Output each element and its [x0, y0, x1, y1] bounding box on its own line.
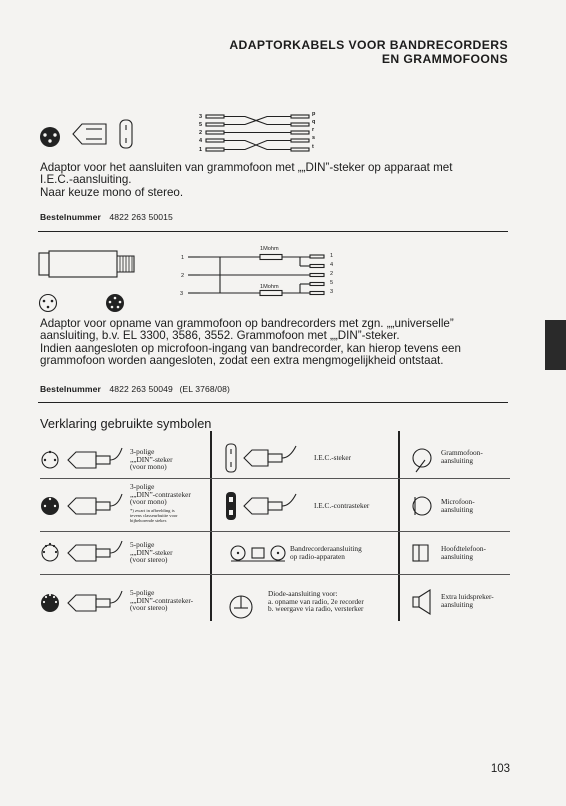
column-divider — [398, 431, 400, 621]
din-5pin-plug-front-icon — [105, 293, 125, 313]
divider — [38, 231, 508, 232]
symbol-label-headphone: Hoofdtelefoon- aansluiting — [441, 544, 486, 561]
pin-right-3: r — [312, 127, 315, 133]
pin-left-2: 2 — [181, 273, 185, 279]
title-line-1: ADAPTORKABELS VOOR BANDRECORDERS — [229, 38, 508, 52]
din-5pin-plug-icon — [38, 538, 128, 568]
symbol-label-speaker: Extra luidspreker- aansluiting — [441, 592, 494, 609]
pin-left-3: 3 — [180, 291, 184, 297]
order-extra: (EL 3768/08) — [179, 384, 231, 394]
tape-recorder-icon — [230, 544, 286, 562]
page-title — [229, 38, 508, 66]
section-tab-marker — [545, 320, 566, 370]
pin-right-1: p — [312, 111, 316, 117]
pin-right-2: q — [312, 119, 316, 125]
din-socket-front-icon — [38, 293, 58, 313]
pin-right-2: 4 — [330, 262, 334, 268]
phono-input-icon — [410, 446, 434, 474]
symbol-label-phono: Grammofoon- aansluiting — [441, 448, 483, 465]
symbols-heading: Verklaring gebruikte symbolen — [40, 416, 212, 431]
pin-right-3: 2 — [330, 271, 334, 277]
adaptor2-wiring-diagram — [188, 250, 328, 298]
symbol-label-iec: I.E.C.-steker — [314, 453, 352, 462]
pin-left-5: 1 — [199, 147, 203, 153]
symbol-label-din3-contra: 3-polige „„DIN”-contrasteker (voor mono) — [130, 482, 191, 507]
pin-right-1: 1 — [330, 253, 334, 259]
divider — [38, 402, 508, 403]
pin-left-2: 5 — [199, 122, 203, 128]
cable-adaptor-icon — [38, 250, 138, 278]
symbol-note: *) zwart in afbeelding is tevens classeurbuitte voor bijbehorende steker. — [130, 508, 178, 523]
order-label: Bestelnummer — [40, 384, 101, 394]
adaptor1-order — [40, 212, 173, 222]
din-5pin-contra-icon — [38, 588, 128, 618]
order-number: 4822 263 50049 — [109, 384, 173, 394]
iec-plug-icon — [224, 442, 308, 474]
adaptor2-desc-line: grammofoon worden aangesloten, zodat een extra mengmogelijkheid ontstaat. — [40, 354, 444, 368]
pin-right-5: 3 — [330, 289, 334, 295]
headphone-output-icon — [410, 542, 434, 564]
page-number: 103 — [490, 763, 510, 775]
iec-plug-front-icon — [118, 118, 134, 150]
adaptor1-wiring-diagram — [205, 112, 317, 156]
resistor-label-2: 1Mohm — [260, 284, 279, 290]
pin-right-4: s — [312, 135, 316, 141]
symbol-label-tape: Bandrecorderaansluiting op radio-apparaten — [290, 544, 362, 561]
symbol-label-din5: 5-polige „„DIN”-steker (voor stereo) — [130, 540, 173, 565]
speaker-output-icon — [410, 588, 434, 616]
title-line-2: EN GRAMMOFOONS — [381, 52, 508, 66]
iec-contra-icon — [224, 490, 308, 522]
adaptor1-description — [40, 162, 512, 199]
adaptor2-desc-line: Indien aangesloten op microfoon-ingang van bandrecorder, kan hierop tevens een — [40, 341, 461, 355]
adaptor2-order — [40, 384, 230, 394]
symbol-label-din5-contra: 5-polige „„DIN”-contrasteker- (voor stereo) — [130, 588, 194, 613]
symbol-label-microphone: Microfoon- aansluiting — [441, 497, 475, 514]
pin-right-4: 5 — [330, 280, 334, 286]
pin-left-4: 4 — [199, 138, 203, 144]
din-3pin-contra-icon — [38, 492, 128, 520]
row-divider — [40, 531, 510, 532]
row-divider — [40, 574, 510, 575]
pin-left-1: 3 — [199, 114, 203, 120]
adaptor1-desc-line: Naar keuze mono of stereo. — [40, 185, 184, 199]
symbol-label-din3: 3-polige „„DIN”-steker (voor mono) — [130, 447, 173, 472]
pin-right-5: t — [312, 144, 314, 150]
symbol-label-diode: Diode-aansluiting voor: a. opname van radio, 2e recorder b. weergave via radio, versterker — [268, 589, 364, 614]
order-number: 4822 263 50015 — [109, 212, 173, 222]
adaptor2-desc-line: aansluiting, b.v. EL 3300, 3586, 3552. Grammofoon met „„DIN”-steker. — [40, 329, 400, 343]
adaptor1-desc-line: Adaptor voor het aansluiten van grammofoon met „„DIN”-steker op apparaat met — [40, 161, 453, 174]
adaptor2-description — [40, 318, 512, 368]
adaptor2-desc-line: Adaptor voor opname van grammofoon op bandrecorders met zgn. „„universelle” — [40, 317, 454, 330]
microphone-input-icon — [410, 494, 434, 518]
resistor-label-1: 1Mohm — [260, 246, 279, 252]
symbol-label-iec-contra: I.E.C.-contrasteker — [314, 501, 370, 510]
adaptor-body-icon — [72, 120, 108, 148]
din-3pin-plug-icon — [38, 446, 128, 474]
diode-connection-icon — [228, 594, 254, 620]
adaptor1-desc-line: I.E.C.-aansluiting. — [40, 173, 132, 187]
pin-left-1: 1 — [181, 255, 185, 261]
order-label: Bestelnummer — [40, 212, 101, 222]
pin-left-3: 2 — [199, 130, 203, 136]
row-divider — [40, 478, 510, 479]
column-divider — [210, 431, 212, 621]
din-plug-front-icon — [38, 125, 62, 149]
